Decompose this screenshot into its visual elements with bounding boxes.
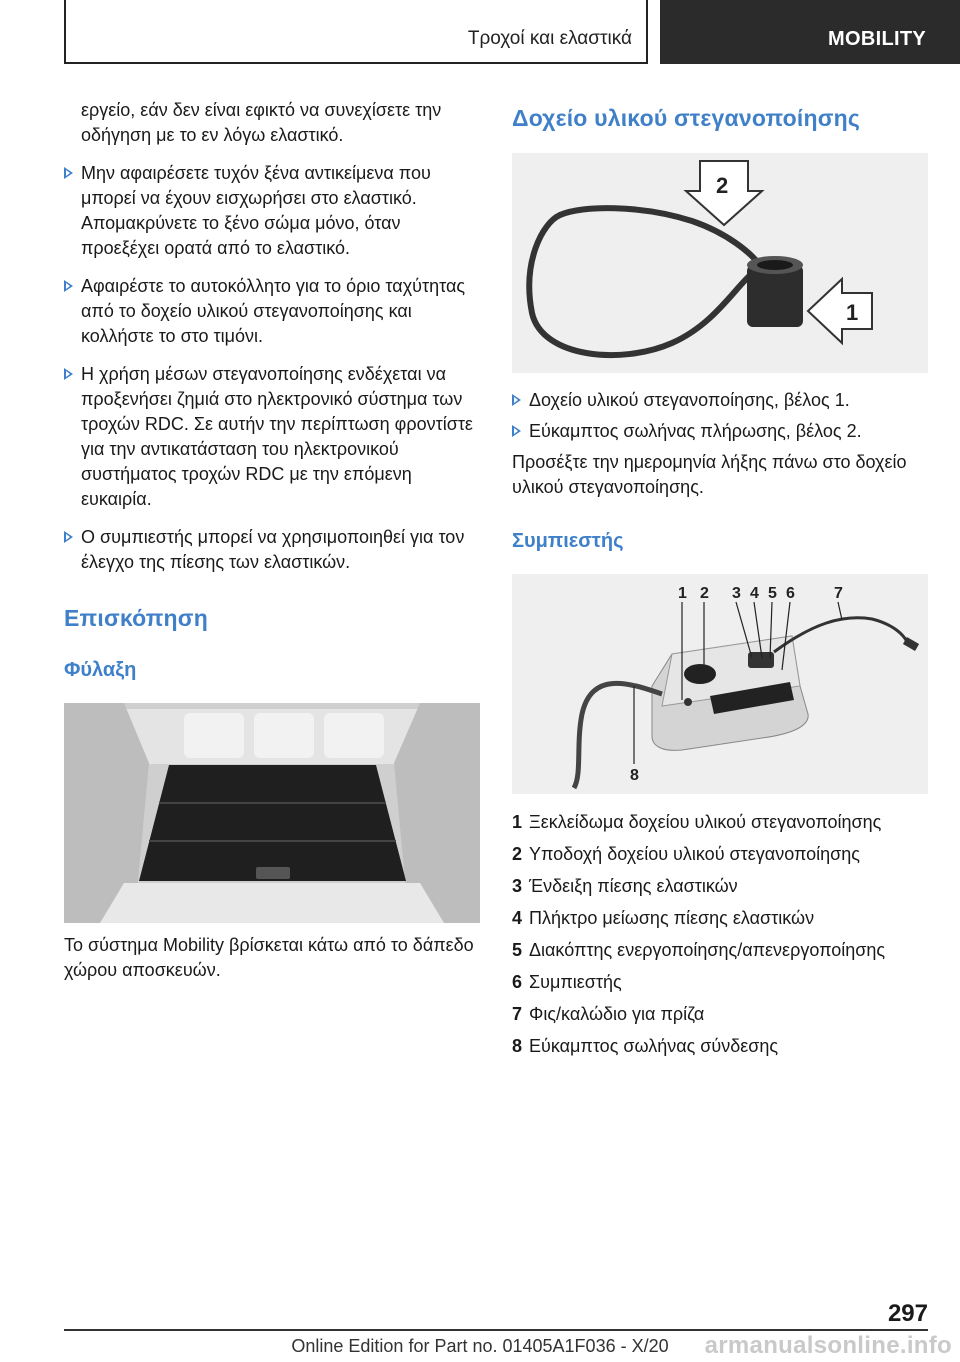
legend-item — [512, 906, 928, 931]
sealant-container-image — [512, 153, 928, 373]
header-frame — [64, 0, 648, 64]
callout-label: 8 — [630, 767, 639, 784]
triangle-bullet-icon — [64, 368, 73, 380]
trunk-illustration — [64, 703, 480, 923]
callout-label: 4 — [750, 585, 759, 602]
compressor-heading: Συμπιεστής — [512, 530, 624, 552]
triangle-bullet-icon — [512, 394, 521, 406]
triangle-bullet-icon — [64, 280, 73, 292]
callout-label: 6 — [786, 585, 795, 602]
container-note: Προσέξτε την ημερομηνία λήξης πάνω στο δοχείο υλικού στεγανοποίησης. — [512, 452, 907, 497]
legend-number: 8 — [512, 1036, 523, 1056]
bullet-text: Εύκαμπτος σωλήνας πλήρωσης, βέλος 2. — [529, 421, 862, 441]
legend-item — [512, 1034, 928, 1059]
legend-text: Ξεκλείδωμα δοχείου υλικού στεγανοποίησης — [529, 812, 882, 832]
bullet-item — [64, 362, 482, 512]
bullet-item — [64, 274, 482, 349]
bullet-text: Ο συμπιεστής μπορεί να χρησιμοποιηθεί για τον έλεγχο της πίεσης των ελαστικών. — [81, 527, 465, 572]
legend-number: 2 — [512, 844, 523, 864]
section-tab — [660, 0, 960, 64]
legend-text: Συμπιεστής — [529, 972, 622, 992]
compressor-image — [512, 574, 928, 794]
callout-label: 2 — [700, 585, 709, 602]
edition-text: Online Edition for Part no. 01405A1F036 - X/20 — [291, 1336, 669, 1356]
triangle-bullet-icon — [512, 425, 521, 437]
triangle-bullet-icon — [64, 531, 73, 543]
legend-number: 4 — [512, 908, 523, 928]
sealant-container-illustration — [512, 153, 928, 373]
section-tab-label: MOBILITY — [828, 28, 926, 50]
trunk-image — [64, 703, 480, 923]
legend-item — [512, 1002, 928, 1027]
legend-text: Υποδοχή δοχείου υλικού στεγανοποίησης — [529, 844, 860, 864]
callout-label: 2 — [716, 173, 729, 198]
container-bullet-list — [512, 388, 928, 444]
legend-item — [512, 970, 928, 995]
left-column — [64, 98, 482, 983]
compressor-legend — [512, 810, 928, 1059]
bullet-item — [512, 419, 928, 444]
legend-text: Εύκαμπτος σωλήνας σύνδεσης — [529, 1036, 779, 1056]
overview-heading: Επισκόπηση — [64, 605, 208, 631]
callout-label: 5 — [768, 585, 777, 602]
bullet-text: Μην αφαιρέσετε τυχόν ξένα αντικείμενα που μπορεί να έχουν εισχωρήσει στο ελαστικό. Απομακρύνετε το ξένο σώμα μόνο, όταν προεξέχει ορατά από το ελαστικό. — [81, 163, 431, 258]
callout-label: 7 — [834, 585, 843, 602]
legend-number: 3 — [512, 876, 523, 896]
storage-heading: Φύλαξη — [64, 659, 137, 681]
callout-label: 1 — [678, 585, 687, 602]
container-heading: Δοχείο υλικού στεγανοποίησης — [512, 105, 861, 131]
triangle-bullet-icon — [64, 167, 73, 179]
legend-number: 7 — [512, 1004, 523, 1024]
continued-paragraph: εργείο, εάν δεν είναι εφικτό να συνεχίσετε την οδήγηση με το εν λόγω ελαστικό. — [81, 100, 442, 145]
legend-text: Φις/καλώδιο για πρίζα — [529, 1004, 705, 1024]
bullet-text: Δοχείο υλικού στεγανοποίησης, βέλος 1. — [529, 390, 850, 410]
bullet-item — [64, 525, 482, 575]
legend-text: Πλήκτρο μείωσης πίεσης ελαστικών — [529, 908, 815, 928]
legend-item — [512, 810, 928, 835]
storage-caption: Το σύστημα Mobility βρίσκεται κάτω από το δάπεδο χώρου αποσκευών. — [64, 935, 474, 980]
chapter-title: Τροχοί και ελαστικά — [467, 28, 632, 49]
legend-item — [512, 874, 928, 899]
compressor-illustration — [512, 574, 928, 794]
warning-bullet-list — [64, 161, 482, 575]
legend-item — [512, 938, 928, 963]
page-number: 297 — [887, 1300, 928, 1327]
bullet-text: Αφαιρέστε το αυτοκόλλητο για το όριο ταχύτητας από το δοχείο υλικού στεγανοποίησης και κολλήστε το στο τιμόνι. — [81, 276, 466, 346]
legend-number: 5 — [512, 940, 523, 960]
bullet-item — [512, 388, 928, 413]
legend-number: 1 — [512, 812, 523, 832]
legend-text: Διακόπτης ενεργοποίησης/απενεργοποίησης — [529, 940, 886, 960]
bullet-item — [64, 161, 482, 261]
bullet-text: Η χρήση μέσων στεγανοποίησης ενδέχεται να προξενήσει ζημιά στο ηλεκτρονικό σύστημα των τροχών RDC. Σε αυτήν την περίπτωση φροντίστε για την αντικατάσταση του ηλεκτρονικού συστήματος τροχών RDC με την επόμενη ευκαιρία. — [81, 364, 473, 509]
legend-text: Ένδειξη πίεσης ελαστικών — [529, 876, 738, 896]
footer-divider — [64, 1329, 928, 1331]
legend-item — [512, 842, 928, 867]
callout-label: 1 — [846, 300, 859, 325]
right-column — [512, 98, 928, 1066]
legend-number: 6 — [512, 972, 523, 992]
callout-label: 3 — [732, 585, 741, 602]
watermark: armanualsonline.info — [704, 1332, 952, 1359]
